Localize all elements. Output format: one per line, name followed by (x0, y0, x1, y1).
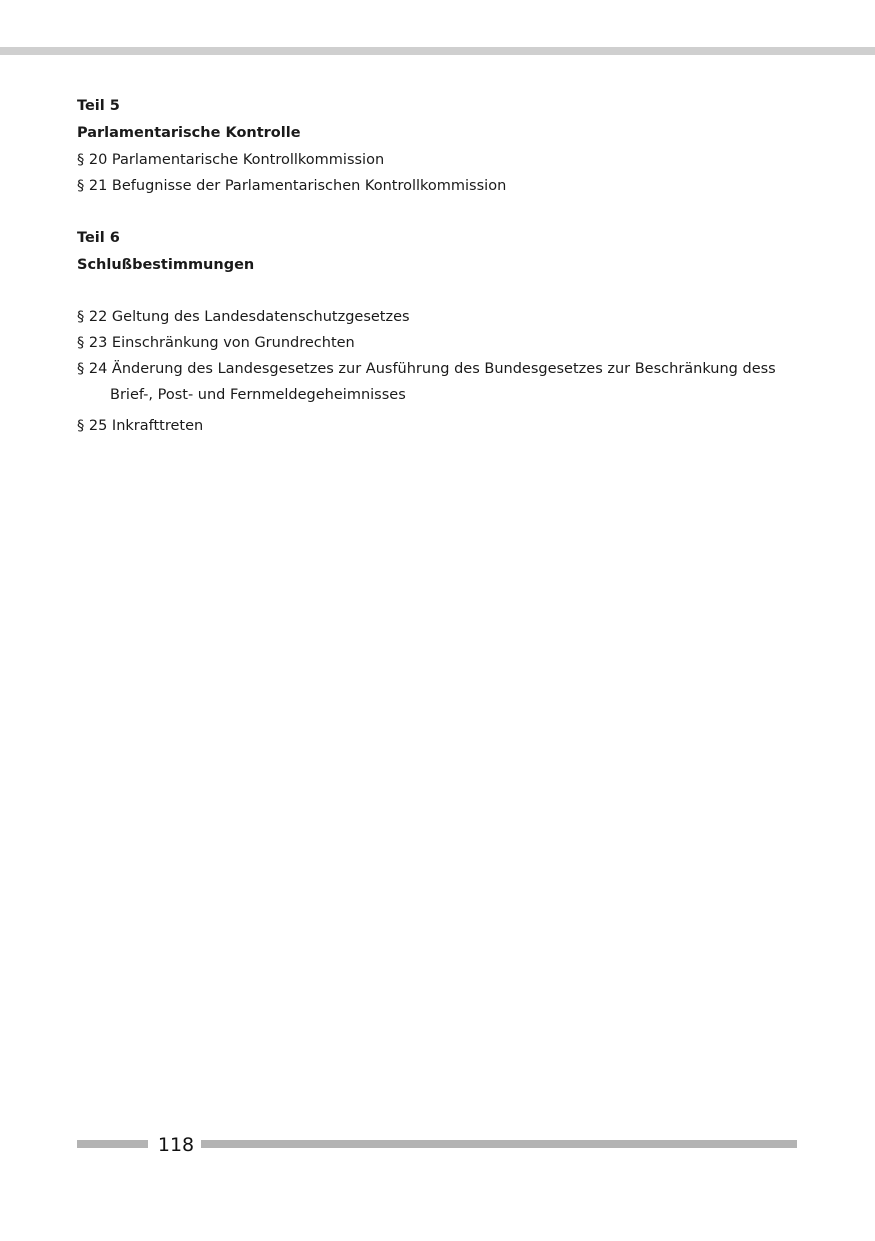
toc-entry-24: § 24 Änderung des Landesgesetzes zur Ausführung des Bundesgesetzes zur Beschränkung dess Brief-, Post- und Fernmeldegeheimnisses (77, 361, 776, 403)
footer-bar-left (77, 1140, 148, 1148)
footer-bar-right (201, 1140, 797, 1148)
part-6-title: Schlußbestimmungen (77, 257, 255, 273)
part-6-label: Teil 6 (77, 230, 120, 246)
toc-entry-22: § 22 Geltung des Landesdatenschutzgesetzes (77, 309, 410, 325)
toc-entry-25: § 25 Inkrafttreten (77, 418, 204, 434)
toc-entry-21: § 21 Befugnisse der Parlamentarischen Kontrollkommission (77, 178, 507, 194)
top-rule (0, 47, 875, 55)
part-5-section (77, 93, 797, 199)
page-number: 118 (157, 1134, 195, 1156)
toc-entry-23: § 23 Einschränkung von Grundrechten (77, 335, 355, 351)
toc-entry-20: § 20 Parlamentarische Kontrollkommission (77, 152, 385, 168)
part-5-label: Teil 5 (77, 98, 120, 114)
part-6-section (77, 225, 797, 439)
page-footer (77, 1130, 797, 1160)
table-of-contents (77, 93, 797, 439)
part-5-title: Parlamentarische Kontrolle (77, 125, 301, 141)
